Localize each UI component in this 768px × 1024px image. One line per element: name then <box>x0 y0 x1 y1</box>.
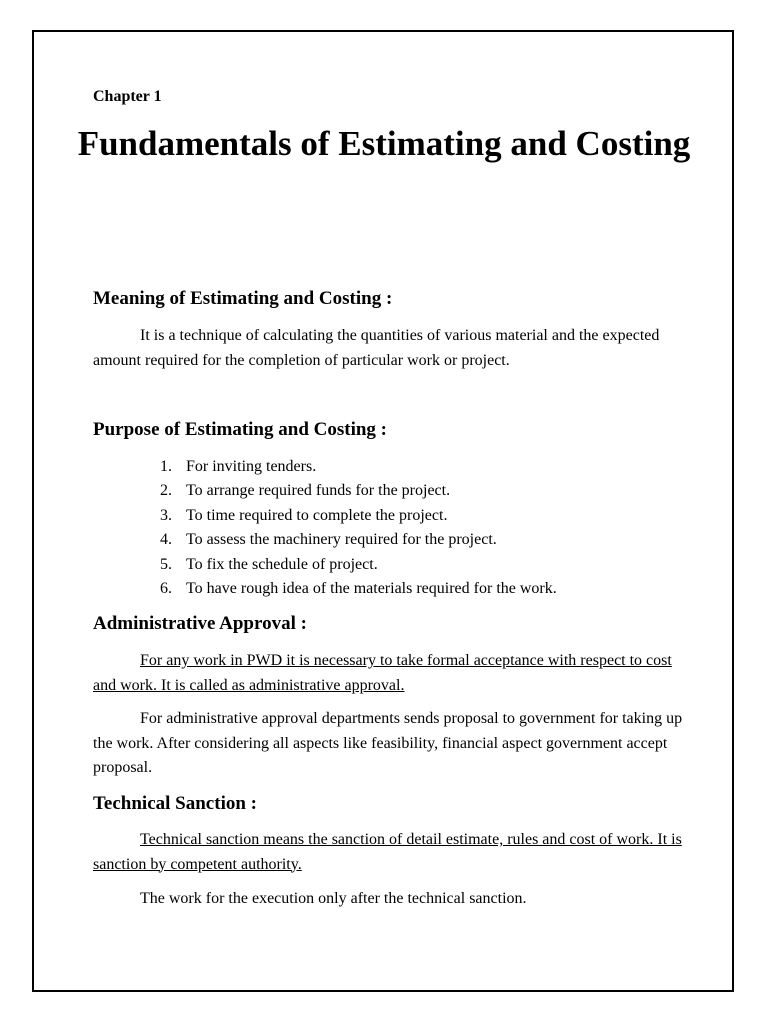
list-item-text: To assess the machinery required for the project. <box>186 531 497 549</box>
section-heading-technical: Technical Sanction : <box>93 793 257 814</box>
list-item-number: 4. <box>160 531 172 549</box>
list-item-number: 2. <box>160 482 172 500</box>
list-item <box>160 528 557 552</box>
list-item-text: To fix the schedule of project. <box>186 555 378 573</box>
section-heading-purpose: Purpose of Estimating and Costing : <box>93 419 387 440</box>
purpose-list <box>160 455 557 601</box>
list-item-number: 6. <box>160 580 172 598</box>
list-item <box>160 553 557 577</box>
list-item <box>160 479 557 503</box>
list-item-text: For inviting tenders. <box>186 458 317 475</box>
section-heading-admin: Administrative Approval : <box>93 613 307 634</box>
admin-paragraph-process: For administrative approval departments sends proposal to government for taking up the work. After considering all aspects like feasibility, financial aspect government accept proposal. <box>93 710 683 776</box>
list-item-text: To arrange required funds for the project. <box>186 482 451 500</box>
list-item-number: 1. <box>160 458 172 475</box>
list-item-text: To time required to complete the project. <box>186 506 448 524</box>
chapter-label: Chapter 1 <box>93 88 162 105</box>
list-item <box>160 504 557 528</box>
technical-paragraph-definition: Technical sanction means the sanction of detail estimate, rules and cost of work. It is sanction by competent authority. <box>93 831 682 873</box>
list-item-number: 3. <box>160 506 172 524</box>
list-item-text: To have rough idea of the materials required for the work. <box>186 580 557 598</box>
meaning-paragraph: It is a technique of calculating the quantities of various material and the expected amount required for the completion of particular work or project. <box>93 327 660 369</box>
technical-paragraph-execution: The work for the execution only after the technical sanction. <box>140 890 527 907</box>
page-title: Fundamentals of Estimating and Costing <box>77 124 691 163</box>
list-item-number: 5. <box>160 555 172 573</box>
admin-paragraph-definition: For any work in PWD it is necessary to take formal acceptance with respect to cost and work. It is called as administrative approval. <box>93 652 672 694</box>
section-heading-meaning: Meaning of Estimating and Costing : <box>93 288 393 309</box>
list-item <box>160 455 557 479</box>
list-item <box>160 577 557 601</box>
